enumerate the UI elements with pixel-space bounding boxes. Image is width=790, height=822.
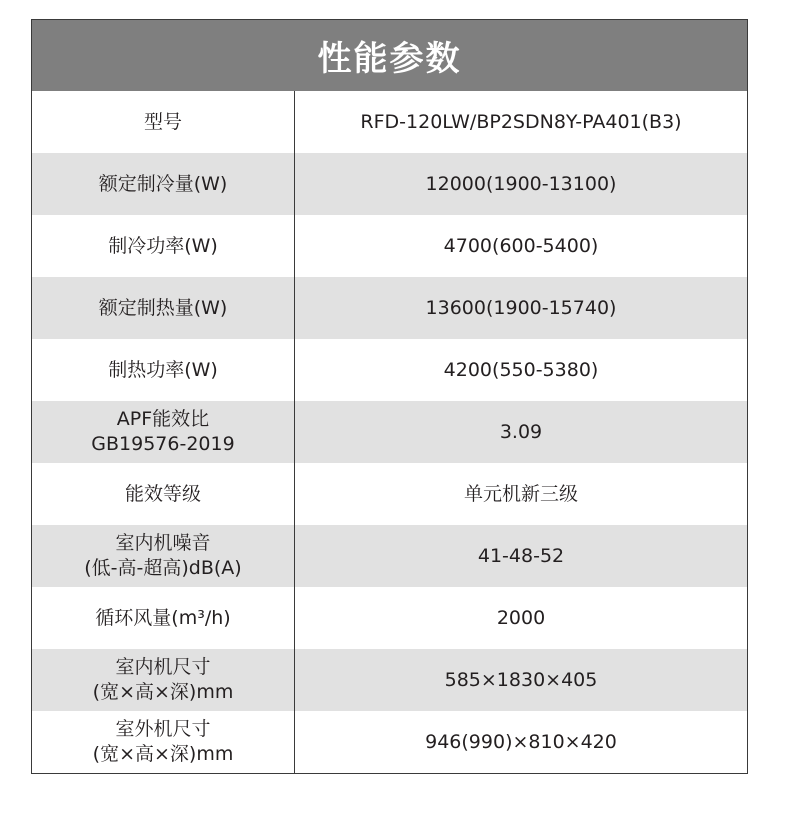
row-label-text: 循环风量(m³/h) [95, 606, 231, 629]
row-label [32, 463, 295, 525]
row-label [32, 215, 295, 277]
table-row [32, 463, 747, 525]
row-label-text: 制冷功率(W) [108, 234, 218, 257]
row-value: 3.09 [499, 420, 543, 443]
spec-table [31, 19, 748, 774]
row-value: RFD-120LW/BP2SDN8Y-PA401(B3) [360, 110, 682, 133]
table-title: 性能参数 [32, 20, 747, 91]
row-value: 585×1830×405 [444, 668, 598, 691]
table-row [32, 711, 747, 773]
row-value: 2000 [496, 606, 546, 629]
table-row [32, 587, 747, 649]
row-label-text: 制热功率(W) [108, 358, 218, 381]
row-value: 41-48-52 [477, 544, 565, 567]
row-value: 12000(1900-13100) [425, 172, 617, 195]
row-label [32, 153, 295, 215]
row-label-text: 能效等级 [124, 482, 201, 505]
row-label-text: 额定制热量(W) [98, 296, 228, 319]
table-row [32, 525, 747, 587]
row-label-text: 室内机尺寸 (宽×高×深)mm [92, 656, 234, 703]
row-label [32, 587, 295, 649]
table-row [32, 401, 747, 463]
row-label [32, 339, 295, 401]
row-label [32, 91, 295, 153]
row-value: 13600(1900-15740) [425, 296, 617, 319]
row-label [32, 525, 295, 587]
row-label-text: 室外机尺寸 (宽×高×深)mm [92, 718, 234, 765]
row-label-text: 额定制冷量(W) [98, 172, 228, 195]
row-label-text: 室内机噪音 (低-高-超高)dB(A) [84, 532, 242, 579]
row-label-text: 型号 [143, 110, 182, 133]
table-row [32, 153, 747, 215]
row-value: 4200(550-5380) [443, 358, 599, 381]
table-row [32, 649, 747, 711]
row-label [32, 401, 295, 463]
table-row [32, 215, 747, 277]
row-value: 4700(600-5400) [443, 234, 599, 257]
row-label-text: APF能效比 GB19576-2019 [91, 408, 235, 455]
row-value: 946(990)×810×420 [425, 730, 617, 753]
row-value: 单元机新三级 [463, 482, 578, 505]
table-row [32, 339, 747, 401]
table-row [32, 277, 747, 339]
row-label [32, 649, 295, 711]
row-label [32, 711, 295, 773]
table-row [32, 91, 747, 153]
row-label [32, 277, 295, 339]
